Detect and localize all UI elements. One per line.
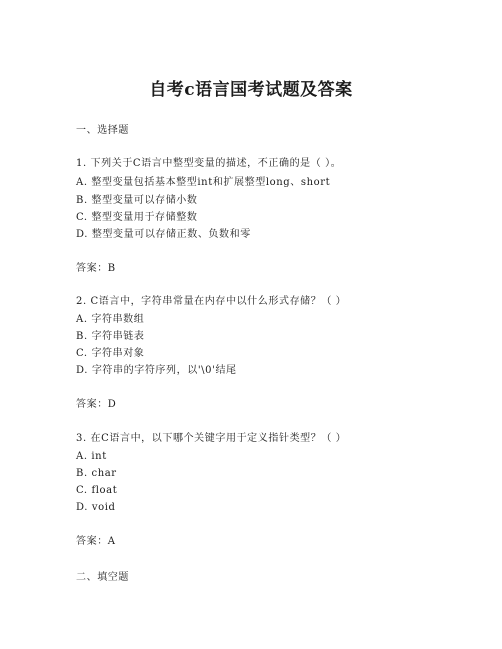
question-3-stem: 3. 在C语言中，以下哪个关键字用于定义指针类型？（ ）	[76, 433, 347, 444]
question-1-option-d: D. 整型变量可以存储正数、负数和零	[76, 229, 251, 240]
question-3-answer: 答案：A	[76, 536, 116, 547]
question-3-option-d: D. void	[76, 502, 116, 513]
section-heading-fill-in: 二、填空题	[76, 572, 129, 583]
question-2-option-d: D. 字符串的字符序列，以'\0'结尾	[76, 365, 237, 376]
question-2-option-a: A. 字符串数组	[76, 314, 145, 325]
question-1-option-b: B. 整型变量可以存储小数	[76, 195, 198, 206]
document-title: 自考c语言国考试题及答案	[149, 80, 353, 100]
question-3-option-a: A. int	[76, 451, 107, 462]
question-1-option-a: A. 整型变量包括基本整型int和扩展整型long、short	[76, 177, 331, 188]
question-2-option-c: C. 字符串对象	[76, 348, 145, 359]
question-1-answer: 答案：B	[76, 263, 116, 274]
question-3-option-b: B. char	[76, 468, 117, 479]
question-2-option-b: B. 字符串链表	[76, 331, 145, 342]
question-2-answer: 答案：D	[76, 399, 117, 410]
question-1-option-c: C. 整型变量用于存储整数	[76, 212, 198, 223]
question-2-stem: 2. C语言中，字符串常量在内存中以什么形式存储？（ ）	[76, 296, 347, 307]
question-1-stem: 1. 下列关于C语言中整型变量的描述，不正确的是（ ）。	[76, 158, 342, 169]
section-heading-choice: 一、选择题	[76, 125, 129, 136]
question-3-option-c: C. float	[76, 485, 118, 496]
